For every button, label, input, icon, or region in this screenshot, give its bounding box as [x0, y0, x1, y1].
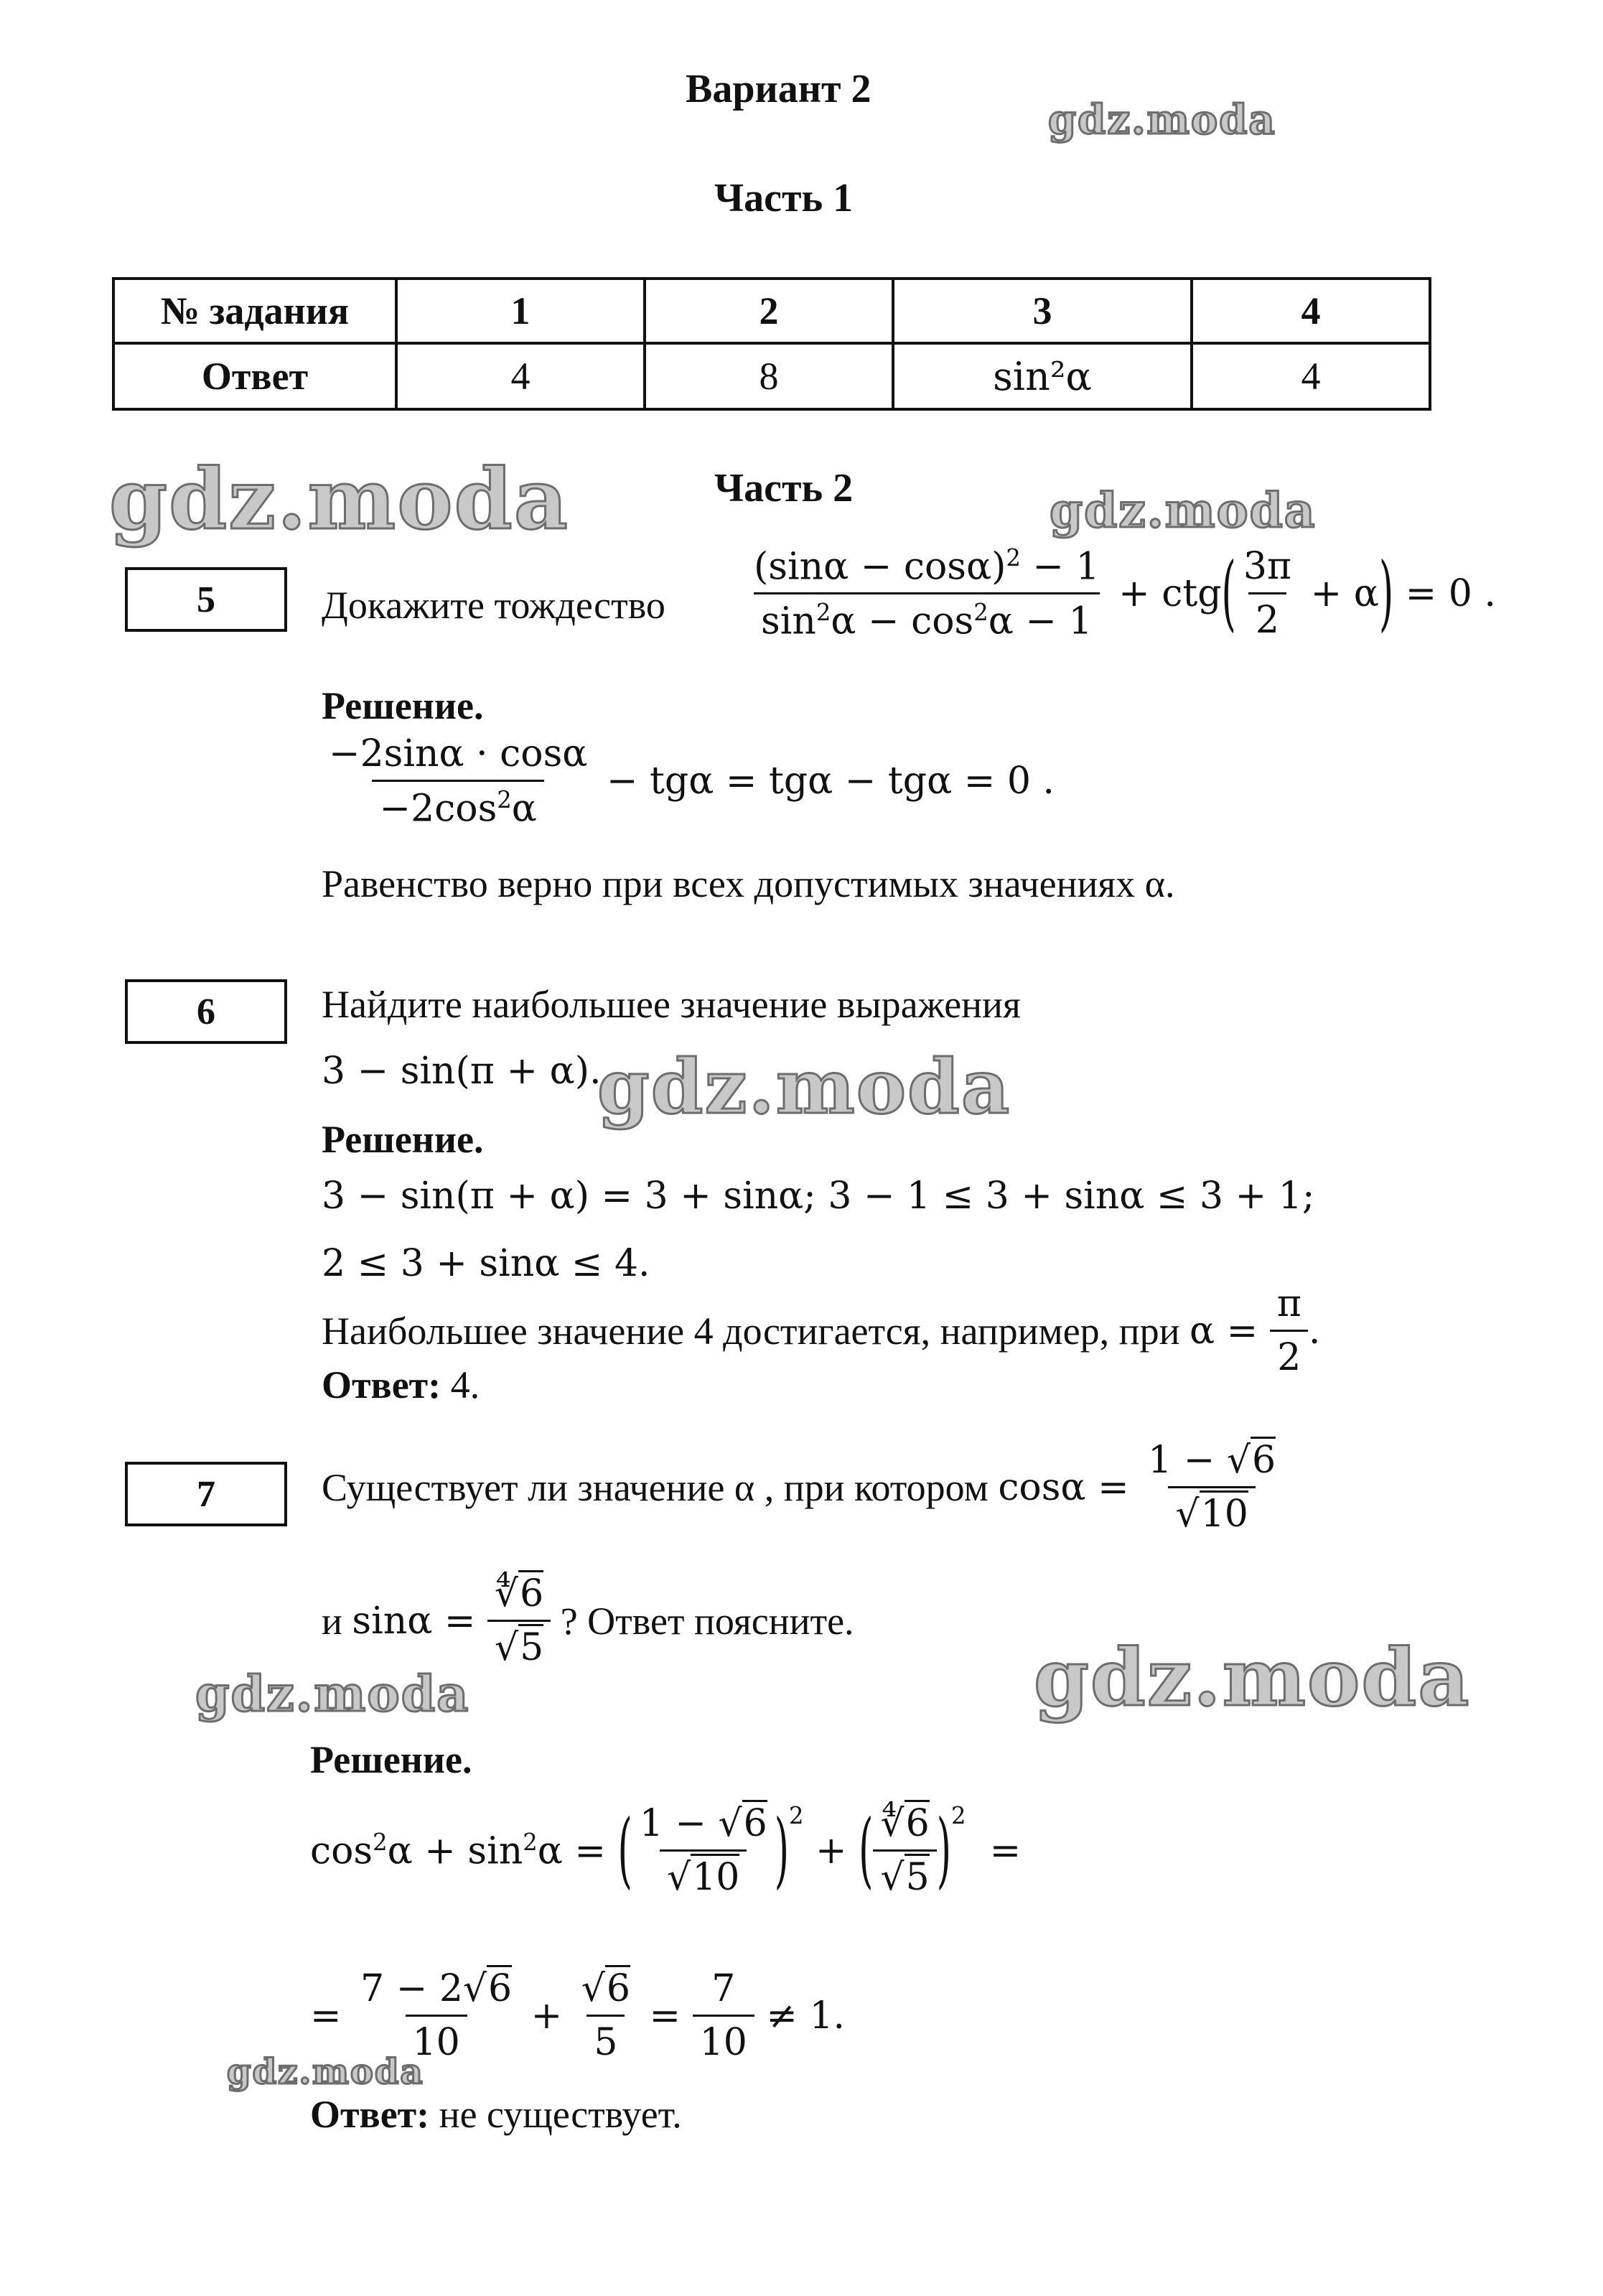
task7-prompt-visual: Существует ли значение α , при котором cosα = $\frac{1 - √6}{√10}$ [322, 1439, 1283, 1536]
task7-number: 7 [125, 1462, 287, 1526]
task6-line2: 2 ≤ 3 + sinα ≤ 4. [322, 1242, 650, 1285]
table-cell: 8 [645, 343, 893, 409]
watermark: gdz.moda [597, 1042, 1011, 1131]
table-header-task: № задания [113, 279, 396, 343]
task5-conclusion: Равенство верно при всех допустимых значениях α. [322, 862, 1175, 905]
task7-line1-visual: $\cos^2\alpha + \sin^2\alpha$ = ( $\frac{1 - √6}{√10}$ ) $^2$ + ( $\frac{∜6}{√5}$ ) $^2$ = [310, 1802, 1021, 1899]
table-row [113, 279, 1430, 343]
answers-table [112, 277, 1431, 411]
task5-solution-label: Решение. [322, 684, 484, 727]
part2-title: Часть 2 [714, 466, 854, 510]
task5-prompt: Докажите тождество [322, 584, 665, 627]
table-cell: 2 [645, 279, 893, 343]
watermark: gdz.moda [1050, 482, 1317, 538]
task6-number: 6 [125, 979, 287, 1044]
task6-answer-value: 4. [450, 1363, 480, 1406]
task6-solution-label: Решение. [322, 1118, 484, 1161]
task5-number: 5 [125, 567, 287, 632]
watermark: gdz.moda [1034, 1631, 1471, 1724]
watermark: gdz.moda [109, 451, 569, 549]
table-cell: 1 [396, 279, 645, 343]
part1-title: Часть 1 [714, 176, 854, 220]
watermark: gdz.moda [1048, 96, 1276, 144]
task7-line2-visual: = $\frac{7 - 2√6}{10}$ + $\frac{√6}{5}$ = $\frac{7}{10}$ ≠ 1. [310, 1967, 845, 2064]
task5-solution-visual: $\frac{-2\sin\alpha \cdot \cos\alpha}{-2\cos^2\alpha}$ − tgα = tgα − tgα = 0 . [329, 732, 1055, 831]
task7-solution-label: Решение. [310, 1738, 472, 1781]
task7-prompt2-visual: и sinα = $\frac{∜6}{√5}$ ? Ответ поясните. [322, 1572, 854, 1669]
task7-answer-label: Ответ: [310, 2093, 430, 2136]
task5-statement-visual: $\frac{(\sin\alpha - \cos\alpha)^2 - 1}{\sin^2\alpha - \cos^2\alpha - 1}$ + ctg ( $\frac{3\pi}{2}$ + α ) = 0 . [754, 544, 1496, 643]
table-cell: 3 [893, 279, 1192, 343]
watermark: gdz.moda [195, 1666, 470, 1723]
task6-answer-label: Ответ: [322, 1363, 441, 1406]
watermark: gdz.moda [227, 2052, 424, 2092]
task6-line3-visual: Наибольшее значение 4 достигается, например, при α = $\frac{\pi}{2}$ . [322, 1282, 1321, 1379]
table-header-answer: Ответ [113, 343, 396, 409]
table-cell: 4 [1192, 343, 1430, 409]
task7-answer [310, 2092, 682, 2137]
task6-prompt: Найдите наибольшее значение выражения [322, 983, 1021, 1026]
table-cell: sin²α [893, 343, 1192, 409]
table-cell: 4 [1192, 279, 1430, 343]
table-cell: 4 [396, 343, 645, 409]
task6-expression: 3 − sin(π + α). [322, 1050, 602, 1093]
task6-line1: 3 − sin(π + α) = 3 + sinα; 3 − 1 ≤ 3 + sinα ≤ 3 + 1; [322, 1175, 1315, 1218]
task6-answer [322, 1363, 480, 1407]
variant-title: Вариант 2 [686, 67, 871, 111]
table-row [113, 343, 1430, 409]
task7-answer-value: не существует. [439, 2093, 682, 2136]
